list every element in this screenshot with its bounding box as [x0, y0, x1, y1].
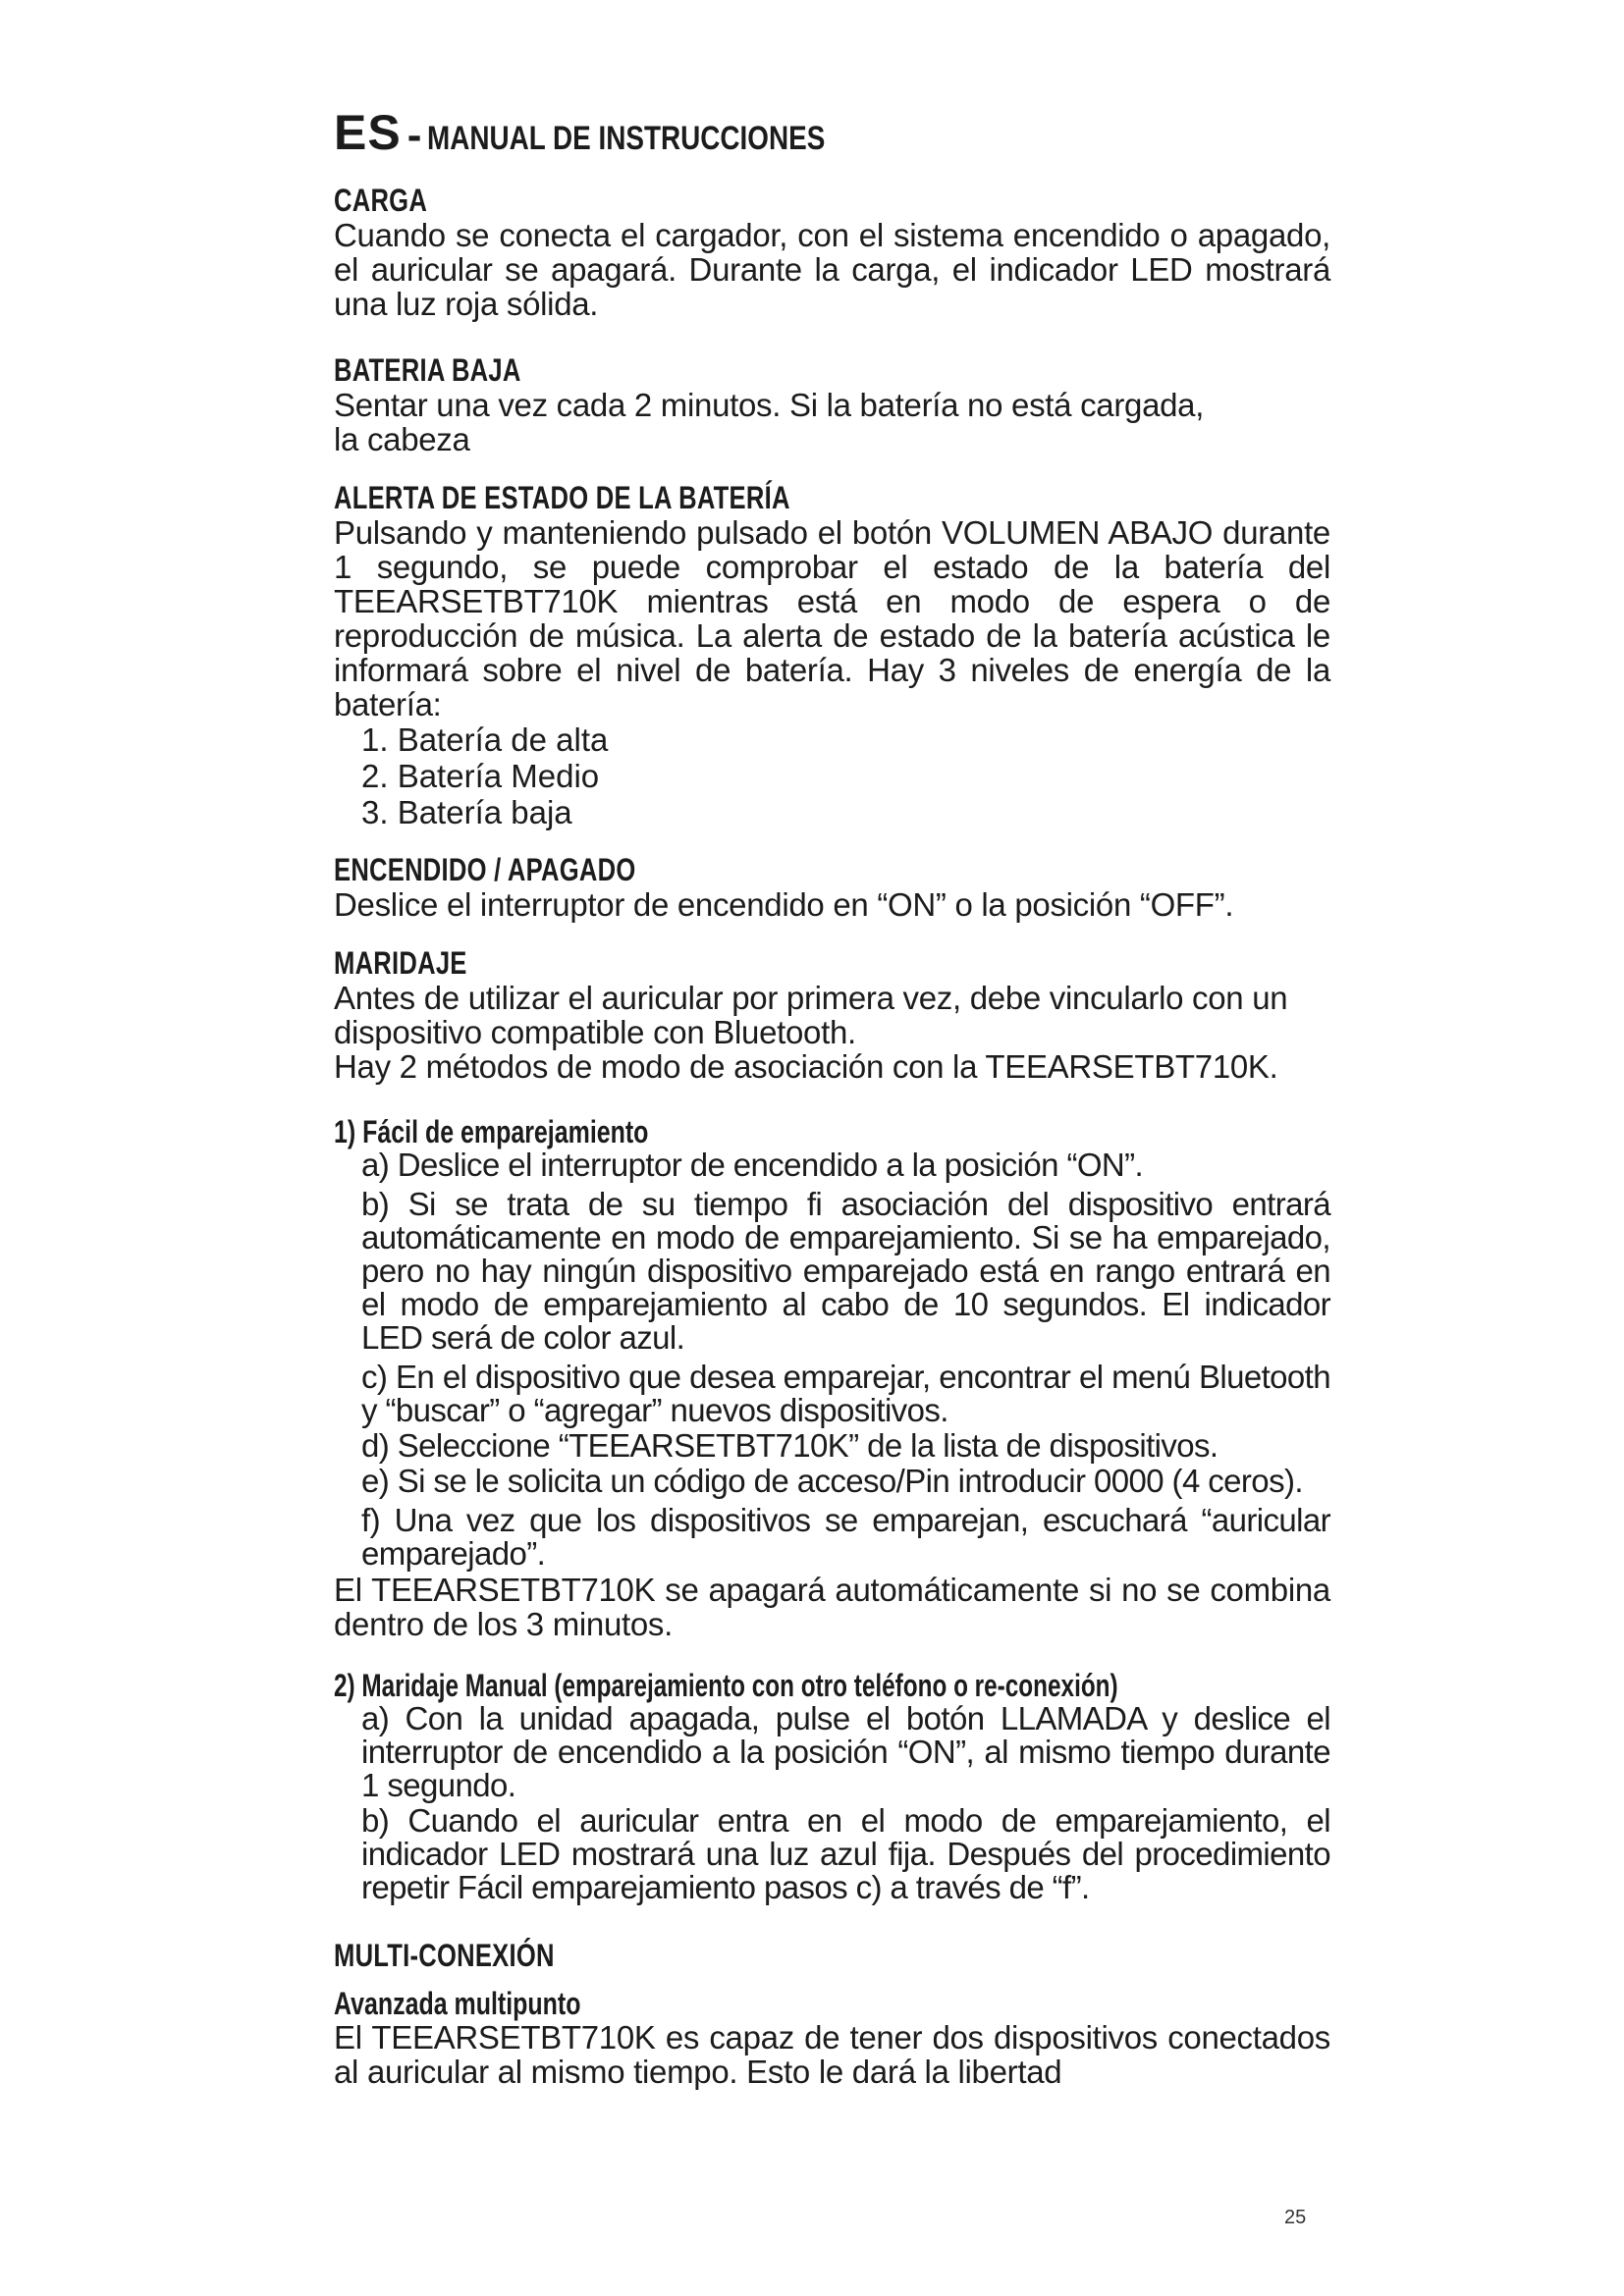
battery-levels-list [334, 721, 1330, 830]
page-number: 25 [1284, 2207, 1307, 2228]
subheading-multi: Avanzada multipunto [334, 1986, 581, 2021]
section-encendido [334, 852, 1330, 922]
manual-page [334, 105, 1330, 2120]
step-b: b) Cuando el auricular entra en el modo de emparejamiento, el indicador LED mostrará una luz azul fija. Después del procedimiento repetir Fácil emparejamiento pasos c) a través de “f”. [361, 1802, 1330, 1905]
step-d: d) Seleccione “TEEARSETBT710K” de la lista de dispositivos. [361, 1427, 1218, 1464]
list-item: 3. Batería baja [361, 794, 572, 830]
text-bateria-baja-line1: Sentar una vez cada 2 minutos. Si la batería no está cargada, [334, 387, 1205, 423]
step-e: e) Si se le solicita un código de acceso/Pin introducir 0000 (4 ceros). [361, 1463, 1303, 1499]
text-encendido: Deslice el interruptor de encendido en “ON” o la posición “OFF”. [334, 886, 1234, 923]
step-f: f) Una vez que los dispositivos se emparejan, escuchará “auricular emparejado”. [361, 1502, 1330, 1572]
language-code: ES [334, 105, 402, 160]
section-alerta [334, 480, 1330, 830]
section-manual [334, 1669, 1330, 1904]
list-item: 1. Batería de alta [361, 721, 609, 758]
title-dash: - [406, 111, 422, 159]
heading-maridaje: MARIDAJE [334, 945, 467, 981]
list-item: 2. Batería Medio [361, 758, 600, 794]
section-carga [334, 183, 1330, 321]
step-a: a) Deslice el interruptor de encendido a la posición “ON”. [361, 1147, 1144, 1183]
text-maridaje-methods: Hay 2 métodos de modo de asociación con la TEEARSETBT710K. [334, 1048, 1278, 1085]
step-c: c) En el dispositivo que desea emparejar, encontrar el menú Bluetooth y “buscar” o “agregar” nuevos dispositivos. [361, 1359, 1330, 1428]
heading-carga: CARGA [334, 183, 428, 218]
heading-multi: MULTI-CONEXIÓN [334, 1938, 555, 1973]
text-alerta: Pulsando y manteniendo pulsado el botón VOLUMEN ABAJO durante 1 segundo, se puede comprobar el estado de la batería del TEEARSETBT710K mientras está en modo de espera o de reproducción de música. La alerta de estado de la batería acústica le informará sobre el nivel de batería. Hay 3 niveles de energía de la batería: [334, 514, 1330, 722]
manual-title: MANUAL DE INSTRUCCIONES [427, 120, 826, 157]
section-maridaje [334, 945, 1330, 1084]
heading-facil: 1) Fácil de emparejamiento [334, 1114, 649, 1149]
heading-bateria-baja: BATERIA BAJA [334, 352, 521, 388]
text-multi: El TEEARSETBT710K es capaz de tener dos dispositivos conectados al auricular al mismo tiempo. Esto le dará la libertad [334, 2019, 1330, 2090]
heading-alerta: ALERTA DE ESTADO DE LA BATERÍA [334, 480, 790, 515]
text-carga: Cuando se conecta el cargador, con el sistema encendido o apagado, el auricular se apagará. Durante la carga, el indicador LED mostrará una luz roja sólida. [334, 217, 1330, 322]
heading-encendido: ENCENDIDO / APAGADO [334, 852, 636, 887]
text-maridaje: Antes de utilizar el auricular por primera vez, debe vincularlo con un dispositivo compatible con Bluetooth. [334, 980, 1288, 1050]
section-multi [334, 1938, 1330, 2089]
step-a: a) Con la unidad apagada, pulse el botón LLAMADA y deslice el interruptor de encendido a la posición “ON”, al mismo tiempo durante 1 segundo. [361, 1700, 1330, 1803]
page-title [334, 105, 1330, 160]
section-bateria-baja [334, 352, 1330, 456]
text-bateria-baja-line2: la cabeza [334, 421, 470, 457]
step-b: b) Si se trata de su tiempo fi asociación del dispositivo entrará automáticamente en modo de emparejamiento. Si se ha emparejado, pero no hay ningún dispositivo emparejado está en rango entrará en el modo de emparejamiento al cabo de 10 segundos. El indicador LED será de color azul. [361, 1186, 1330, 1356]
heading-manual: 2) Maridaje Manual (emparejamiento con otro teléfono o re-conexión) [334, 1668, 1118, 1703]
text-facil-after: El TEEARSETBT710K se apagará automáticamente si no se combina dentro de los 3 minutos. [334, 1572, 1330, 1642]
section-facil [334, 1115, 1330, 1641]
